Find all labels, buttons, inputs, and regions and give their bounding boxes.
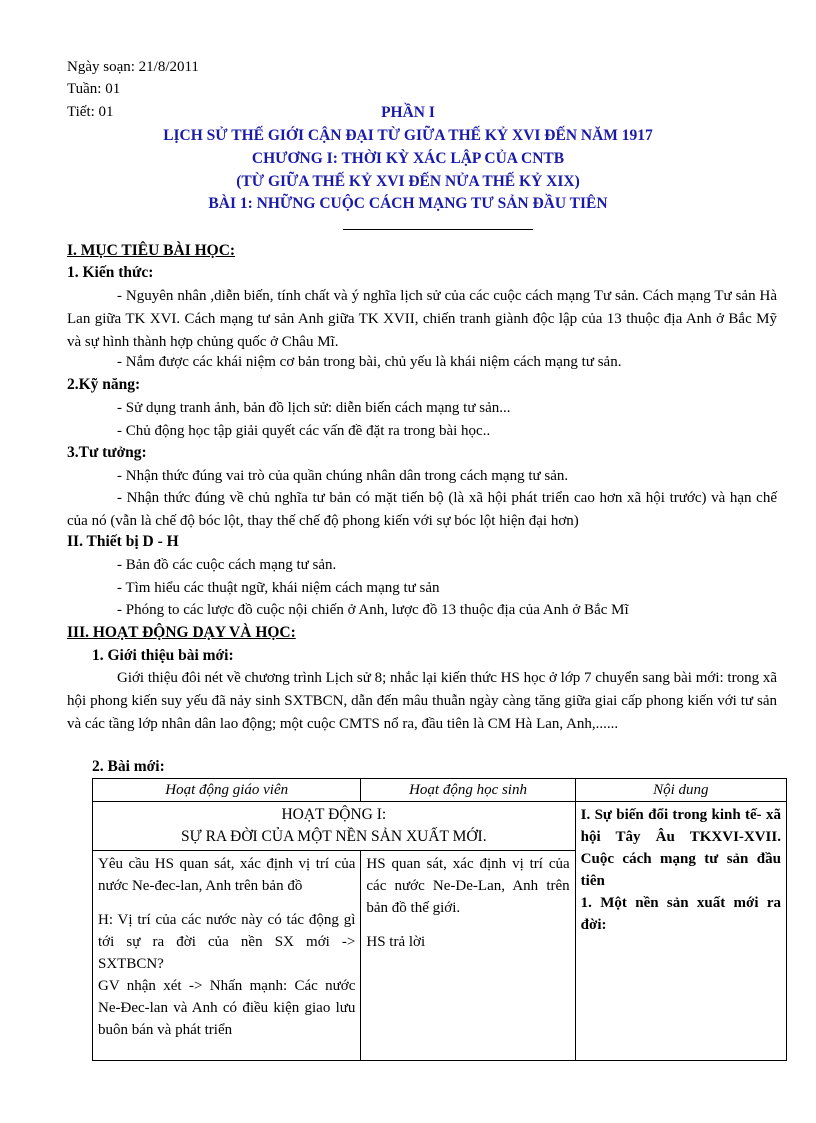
date-line: Ngày soạn: 21/8/2011 — [67, 59, 199, 75]
content-cell — [575, 802, 786, 1061]
intro-heading: 1. Giới thiệu bài mới: — [92, 647, 234, 664]
table-header-row — [93, 779, 787, 802]
teacher-step-2: H: Vị trí của các nước này có tác động gì tới sự ra đời của nền SX mới -> SXTBCN? — [98, 912, 356, 972]
skills-item-1: - Sử dụng tranh ảnh, bản đồ lịch sử: diễn biến cách mạng tư sản... — [117, 400, 511, 416]
content-subheading: 1. Một nền sản xuất mới ra đời: — [580, 895, 781, 933]
activity-title: HOẠT ĐỘNG I: — [281, 806, 387, 823]
attitude-item-1: - Nhận thức đúng vai trò của quần chúng nhân dân trong cách mạng tư sản. — [117, 468, 569, 484]
activity-title-row — [93, 802, 787, 851]
header-student: Hoạt động học sinh — [361, 779, 575, 802]
week-line: Tuần: 01 — [67, 81, 121, 97]
attitude-paragraph-2: - Nhận thức đúng về chủ nghĩa tư bản có mặt tiến bộ (là xã hội phát triển cao hơn xã hội trước) và hạn chế của nó (vẫn là chế độ bóc lột, thay thế chế độ phong kiến với sự bóc lột hiện đại hơn) — [67, 490, 777, 529]
header-content: Nội dung — [575, 779, 786, 802]
content-heading: I. Sự biến đổi trong kinh tế- xã hội Tây Âu TKXVI-XVII. Cuộc cách mạng tư sản đầu tiên — [580, 807, 781, 889]
part-title: PHẦN I — [381, 104, 435, 121]
lesson-title: BÀI 1: NHỮNG CUỘC CÁCH MẠNG TƯ SẢN ĐẦU TIÊN — [208, 195, 608, 212]
chapter-title: CHƯƠNG I: THỜI KỲ XÁC LẬP CỦA CNTB — [251, 150, 565, 167]
header-teacher: Hoạt động giáo viên — [93, 779, 361, 802]
teacher-step-3: GV nhận xét -> Nhấn mạnh: Các nước Ne-Đec-lan và Anh có điều kiện giao lưu buôn bán và phát triển — [98, 978, 356, 1038]
teacher-step-1: Yêu cầu HS quan sát, xác định vị trí của nước Ne-đec-lan, Anh trên bản đồ — [98, 856, 356, 894]
skills-item-2: - Chủ động học tập giải quyết các vấn đề đặt ra trong bài học.. — [117, 423, 491, 439]
intro-paragraph: Giới thiệu đôi nét về chương trình Lịch sử 8; nhắc lại kiến thức HS học ở lớp 7 chuyển sang bài mới: trong xã hội phong kiến suy yếu đã nảy sinh SXTBCN, dẫn đến mâu thuẫn ngày càng tăng giữa giai cấp phong kiến với tư sản và các tầng lớp nhân dân lao động; một cuộc CMTS nổ ra, đầu tiên là CM Hà Lan, Anh,...... — [67, 670, 777, 732]
lesson-table — [92, 778, 787, 1061]
chapter-subtitle: (TỪ GIỮA THẾ KỶ XVI ĐẾN NỬA THẾ KỶ XIX) — [236, 173, 580, 190]
knowledge-paragraph-2: - Nắm được các khái niệm cơ bản trong bài, chủ yếu là khái niệm cách mạng tư sản. — [117, 354, 622, 370]
objectives-heading: I. MỤC TIÊU BÀI HỌC: — [67, 242, 236, 259]
title-divider — [343, 229, 533, 230]
skills-heading: 2.Kỹ năng: — [67, 376, 141, 393]
student-step-1: HS quan sát, xác định vị trí của các nước Ne-De-Lan, Anh trên bản đồ thế giới. — [366, 856, 570, 916]
activity-subtitle: SỰ RA ĐỜI CỦA MỘT NỀN SẢN XUẤT MỚI. — [181, 828, 487, 845]
student-cell — [361, 851, 575, 1061]
knowledge-paragraph-1: - Nguyên nhân ,diễn biến, tính chất và ý nghĩa lịch sử của các cuộc cách mạng Tư sản. Cách mạng Tư sản Hà Lan giữa TK XVI. Cách mạng tư sản Anh giữa TK XVII, chiến tranh giành độc lập của 13 thuộc địa Anh ở Bắc Mỹ và sự hình thành hợp chủng quốc ở Châu Mĩ. — [67, 288, 777, 350]
new-lesson-heading: 2. Bài mới: — [92, 758, 165, 775]
equipment-item-3: - Phóng to các lược đồ cuộc nội chiến ở Anh, lược đồ 13 thuộc địa của Anh ở Bắc Mĩ — [117, 602, 629, 618]
subject-title: LỊCH SỬ THẾ GIỚI CẬN ĐẠI TỪ GIỮA THẾ KỶ XVI ĐẾN NĂM 1917 — [163, 127, 653, 144]
equipment-item-1: - Bản đồ các cuộc cách mạng tư sản. — [117, 557, 337, 573]
teacher-cell — [93, 851, 361, 1061]
knowledge-heading: 1. Kiến thức: — [67, 264, 154, 281]
equipment-heading: II. Thiết bị D - H — [67, 533, 179, 550]
activity-title-cell — [93, 802, 576, 851]
attitude-heading: 3.Tư tưởng: — [67, 444, 147, 461]
activities-heading: III. HOẠT ĐỘNG DẠY VÀ HỌC: — [67, 624, 296, 641]
period-line: Tiết: 01 — [67, 104, 114, 120]
student-step-2: HS trả lời — [366, 934, 426, 950]
equipment-item-2: - Tìm hiểu các thuật ngữ, khái niệm cách mạng tư sản — [117, 580, 440, 596]
